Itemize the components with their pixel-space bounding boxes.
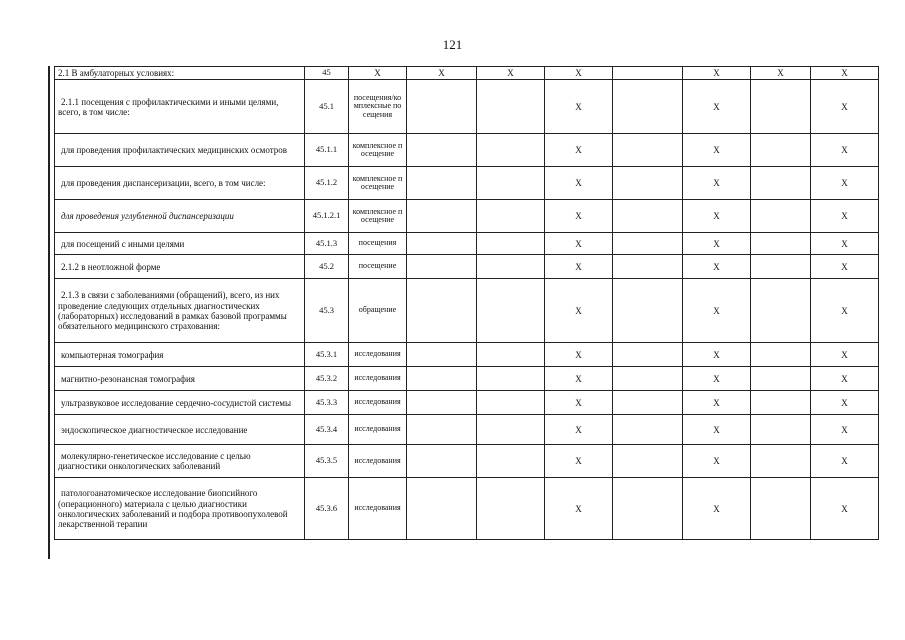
cell: X bbox=[683, 391, 751, 415]
row-unit: посещения bbox=[349, 233, 407, 255]
statistics-table bbox=[54, 66, 879, 540]
cell bbox=[751, 167, 811, 200]
row-name-text: для проведения диспансеризации, всего, в том числе: bbox=[61, 178, 266, 189]
cell bbox=[477, 391, 545, 415]
row-unit: посещения/комплексные посещения bbox=[349, 80, 407, 134]
cell: X bbox=[683, 445, 751, 478]
row-name-text: 2.1.3 в связи с заболеваниями (обращений), всего, из них проведение следующих отдельных диагностических (лабораторных) исследований в рамках базовой программы обязательного медицинского страхования: bbox=[58, 290, 287, 331]
row-unit: исследования bbox=[349, 343, 407, 367]
row-name-text: эндоскопическое диагностическое исследование bbox=[61, 424, 248, 435]
table-row bbox=[55, 80, 879, 134]
cell: X bbox=[545, 255, 613, 279]
row-name-text: магнитно-резонансная томография bbox=[61, 373, 195, 384]
cell: X bbox=[683, 200, 751, 233]
table-row bbox=[55, 134, 879, 167]
row-name bbox=[55, 134, 305, 167]
row-code: 45.1 bbox=[305, 80, 349, 134]
cell bbox=[751, 445, 811, 478]
cell: X bbox=[811, 255, 879, 279]
cell: X bbox=[683, 80, 751, 134]
cell bbox=[407, 167, 477, 200]
row-unit: обращение bbox=[349, 279, 407, 343]
row-name bbox=[55, 233, 305, 255]
cell: X bbox=[811, 67, 879, 80]
cell bbox=[477, 445, 545, 478]
cell: X bbox=[811, 134, 879, 167]
cell: X bbox=[683, 415, 751, 445]
table-row bbox=[55, 415, 879, 445]
cell bbox=[407, 80, 477, 134]
cell bbox=[477, 343, 545, 367]
cell bbox=[477, 233, 545, 255]
row-code: 45.2 bbox=[305, 255, 349, 279]
cell: X bbox=[545, 445, 613, 478]
cell bbox=[407, 200, 477, 233]
cell: X bbox=[545, 478, 613, 540]
row-name bbox=[55, 80, 305, 134]
row-unit: исследования bbox=[349, 391, 407, 415]
row-name bbox=[55, 200, 305, 233]
cell bbox=[407, 478, 477, 540]
cell bbox=[613, 415, 683, 445]
cell bbox=[477, 279, 545, 343]
cell: X bbox=[811, 415, 879, 445]
row-name-text: 2.1.2 в неотложной форме bbox=[61, 261, 161, 272]
cell bbox=[407, 343, 477, 367]
cell bbox=[613, 478, 683, 540]
row-code: 45.1.1 bbox=[305, 134, 349, 167]
row-name-text: для посещений с иными целями bbox=[61, 238, 185, 249]
cell: X bbox=[683, 279, 751, 343]
cell bbox=[613, 445, 683, 478]
cell: X bbox=[349, 67, 407, 80]
cell: X bbox=[545, 167, 613, 200]
cell: X bbox=[545, 80, 613, 134]
cell bbox=[477, 200, 545, 233]
cell: X bbox=[683, 167, 751, 200]
cell: X bbox=[545, 200, 613, 233]
cell bbox=[613, 391, 683, 415]
row-code: 45.3.6 bbox=[305, 478, 349, 540]
cell: X bbox=[683, 255, 751, 279]
cell: X bbox=[683, 67, 751, 80]
cell: X bbox=[811, 200, 879, 233]
row-name bbox=[55, 415, 305, 445]
cell: X bbox=[545, 134, 613, 167]
cell: X bbox=[811, 167, 879, 200]
row-name bbox=[55, 167, 305, 200]
cell bbox=[751, 134, 811, 167]
row-unit: комплексное посещение bbox=[349, 167, 407, 200]
row-name: 2.1 В амбулаторных условиях: bbox=[55, 67, 305, 80]
table-row bbox=[55, 343, 879, 367]
cell bbox=[477, 367, 545, 391]
page-number: 121 bbox=[442, 37, 463, 52]
cell bbox=[613, 80, 683, 134]
row-unit: исследования bbox=[349, 367, 407, 391]
cell: X bbox=[683, 343, 751, 367]
cell bbox=[407, 233, 477, 255]
cell bbox=[613, 255, 683, 279]
row-name-text: компьютерная томография bbox=[61, 349, 164, 360]
table-row bbox=[55, 367, 879, 391]
cell: X bbox=[751, 67, 811, 80]
cell bbox=[613, 67, 683, 80]
cell bbox=[407, 445, 477, 478]
cell bbox=[751, 391, 811, 415]
cell: X bbox=[811, 445, 879, 478]
row-code: 45.3.3 bbox=[305, 391, 349, 415]
cell bbox=[477, 255, 545, 279]
cell: X bbox=[545, 233, 613, 255]
cell: X bbox=[683, 478, 751, 540]
row-name bbox=[55, 445, 305, 478]
row-unit: посещение bbox=[349, 255, 407, 279]
cell: X bbox=[811, 343, 879, 367]
row-name-text: для проведения углубленной диспансеризации bbox=[61, 211, 234, 222]
cell: X bbox=[811, 279, 879, 343]
cell: X bbox=[545, 391, 613, 415]
cell bbox=[613, 200, 683, 233]
row-code: 45.1.3 bbox=[305, 233, 349, 255]
row-unit: исследования bbox=[349, 445, 407, 478]
margin-rule bbox=[48, 66, 50, 559]
cell bbox=[613, 279, 683, 343]
cell bbox=[751, 80, 811, 134]
row-code: 45.3.1 bbox=[305, 343, 349, 367]
cell: X bbox=[545, 343, 613, 367]
cell bbox=[751, 367, 811, 391]
row-code: 45.3.2 bbox=[305, 367, 349, 391]
cell bbox=[477, 134, 545, 167]
cell bbox=[751, 343, 811, 367]
row-name bbox=[55, 343, 305, 367]
row-unit: комплексное посещение bbox=[349, 134, 407, 167]
cell: X bbox=[683, 233, 751, 255]
row-code: 45 bbox=[305, 67, 349, 80]
row-name bbox=[55, 279, 305, 343]
cell bbox=[613, 367, 683, 391]
cell: X bbox=[811, 391, 879, 415]
cell: X bbox=[545, 367, 613, 391]
table-row bbox=[55, 391, 879, 415]
cell bbox=[751, 415, 811, 445]
cell: X bbox=[407, 67, 477, 80]
cell bbox=[477, 478, 545, 540]
cell bbox=[407, 279, 477, 343]
cell bbox=[477, 167, 545, 200]
row-name-text: ультразвуковое исследование сердечно-сосудистой системы bbox=[61, 397, 292, 408]
row-name-text: патологоанатомическое исследование биопсийного (операционного) материала с целью диагностики онкологических заболеваний и подбора противоопухолевой лекарственной терапии bbox=[58, 488, 288, 529]
cell bbox=[751, 255, 811, 279]
table-row bbox=[55, 167, 879, 200]
table-row-header bbox=[55, 67, 879, 80]
table-row bbox=[55, 478, 879, 540]
cell: X bbox=[545, 415, 613, 445]
cell bbox=[613, 167, 683, 200]
row-unit: исследования bbox=[349, 415, 407, 445]
table-row bbox=[55, 233, 879, 255]
cell bbox=[477, 415, 545, 445]
table-row bbox=[55, 200, 879, 233]
row-name-text: для проведения профилактических медицинских осмотров bbox=[61, 145, 288, 156]
cell bbox=[407, 415, 477, 445]
cell bbox=[613, 343, 683, 367]
cell bbox=[407, 391, 477, 415]
cell: X bbox=[545, 67, 613, 80]
cell: X bbox=[683, 367, 751, 391]
cell bbox=[477, 80, 545, 134]
table-row bbox=[55, 279, 879, 343]
table-row bbox=[55, 255, 879, 279]
cell: X bbox=[477, 67, 545, 80]
cell bbox=[751, 233, 811, 255]
row-name bbox=[55, 391, 305, 415]
cell: X bbox=[811, 233, 879, 255]
table-row bbox=[55, 445, 879, 478]
row-code: 45.3.5 bbox=[305, 445, 349, 478]
row-unit: исследования bbox=[349, 478, 407, 540]
cell: X bbox=[811, 367, 879, 391]
row-name-text: молекулярно-генетическое исследование с целью диагностики онкологических заболеваний bbox=[58, 451, 251, 472]
row-name-text: 2.1.1 посещения с профилактическими и иными целями, всего, в том числе: bbox=[58, 96, 279, 117]
cell: X bbox=[545, 279, 613, 343]
row-code: 45.3.4 bbox=[305, 415, 349, 445]
row-name bbox=[55, 367, 305, 391]
row-name bbox=[55, 255, 305, 279]
cell bbox=[613, 134, 683, 167]
cell bbox=[613, 233, 683, 255]
cell: X bbox=[811, 80, 879, 134]
cell: X bbox=[811, 478, 879, 540]
cell bbox=[407, 367, 477, 391]
cell bbox=[751, 478, 811, 540]
row-code: 45.1.2.1 bbox=[305, 200, 349, 233]
cell bbox=[751, 279, 811, 343]
row-unit: комплексное посещение bbox=[349, 200, 407, 233]
cell: X bbox=[683, 134, 751, 167]
cell bbox=[407, 134, 477, 167]
cell bbox=[751, 200, 811, 233]
row-code: 45.3 bbox=[305, 279, 349, 343]
cell bbox=[407, 255, 477, 279]
row-name bbox=[55, 478, 305, 540]
row-code: 45.1.2 bbox=[305, 167, 349, 200]
